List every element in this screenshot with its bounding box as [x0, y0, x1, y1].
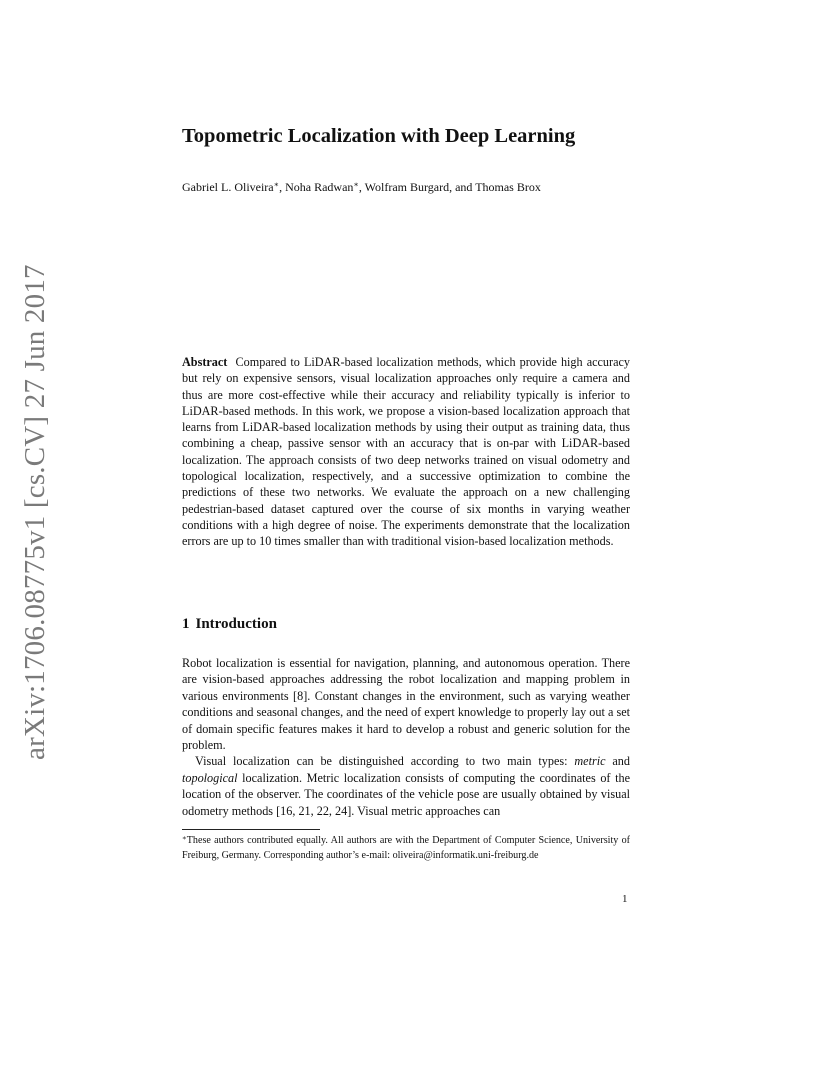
footnote-divider — [182, 829, 320, 830]
abstract-text: Compared to LiDAR-based localization methods, which provide high accuracy but rely on expensive sensors, visual localization approaches only require a camera and thus are more cost-effective while their accuracy and reliability typically is inferior to LiDAR-based methods. In this work, we propose a vision-based localization approach that learns from LiDAR-based localization methods by using their output as training data, thus combining a cheap, passive sensor with an accuracy that is on-par with LiDAR-based localization. The approach consists of two deep networks trained on visual odometry and topological localization, respectively, and a successive optimization to combine the predictions of these two networks. We evaluate the approach on a new challenging pedestrian-based dataset captured over the course of six months in varying weather conditions with a high degree of noise. The experiments demonstrate that the localization errors are up to 10 times smaller than with traditional vision-based localization methods. — [182, 355, 630, 549]
abstract-heading: Abstract — [182, 355, 228, 369]
term-topological: topological — [182, 770, 238, 785]
intro-paragraph-1: Robot localization is essential for navigation, planning, and autonomous operation. There are vision-based approaches addressing the robot localization and mapping problem in various environments [8]. Constant changes in the environment, such as varying weather conditions and seasonal changes, and the need of expert knowledge to properly lay out a set of domain specific features makes it hard to develop a robust and generic solution for the problem. — [182, 656, 630, 753]
author-list-rest: , Wolfram Burgard, and Thomas Brox — [358, 180, 541, 194]
paper-title: Topometric Localization with Deep Learning — [182, 125, 576, 147]
equal-contribution-mark: ∗ — [273, 180, 280, 189]
intro-paragraph-2-text: and — [605, 754, 630, 769]
section-heading-introduction — [182, 616, 277, 633]
footnote-text: These authors contributed equally. All authors are with the Department of Computer Science, University of Freiburg, Germany. Corresponding author’s e-mail: oliveira@informatik.uni-freiburg.de — [182, 835, 630, 861]
author-oliveira: Gabriel L. Oliveira — [182, 180, 274, 194]
section-title: Introduction — [195, 616, 277, 632]
author-separator: , — [279, 180, 286, 194]
footnote — [182, 834, 630, 863]
author-radwan: Noha Radwan — [285, 180, 354, 194]
intro-paragraph-2-text: Visual localization can be distinguished according to two main types: — [195, 754, 575, 769]
section-number: 1 — [182, 616, 190, 632]
intro-paragraph-2-text: localization. Metric localization consists of computing the coordinates of the location of the observer. The coordinates of the vehicle pose are usually obtained by visual odometry methods [16, 21, 22, 24]. Visual metric approaches can — [182, 770, 630, 818]
abstract — [182, 354, 630, 550]
arxiv-identifier-stamp: arXiv:1706.08775v1 [cs.CV] 27 Jun 2017 — [19, 264, 51, 760]
introduction-body — [182, 655, 630, 819]
equal-contribution-mark: ∗ — [353, 180, 359, 189]
page-number: 1 — [622, 893, 628, 905]
term-metric: metric — [574, 754, 606, 769]
intro-paragraph-2 — [182, 753, 630, 819]
footnote-mark: ∗ — [182, 834, 187, 842]
author-list — [182, 180, 541, 195]
